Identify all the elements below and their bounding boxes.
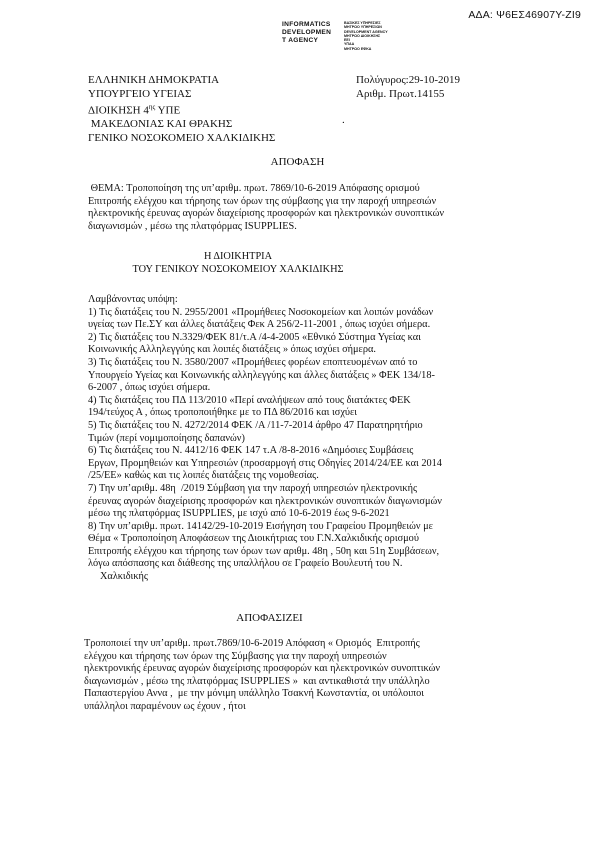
- consideration-line: έρευνας αγορών διαχείρισης προσφορών και ηλεκτρονικών συνοπτικών διαγωνισμών: [88, 495, 442, 507]
- consideration-line: 7) Την υπ’αριθμ. 48η /2019 Σύμβαση για την παροχή υπηρεσιών ηλεκτρονικής: [88, 482, 418, 494]
- decision-line: διαγωνισμών , μέσω της πλατφόρμας ISUPPLIES » και αντικαθιστά την υπάλληλο: [84, 675, 430, 687]
- subject-line: ηλεκτρονικής έρευνας αγορών διαχείρισης προσφορών και ηλεκτρονικών συνοπτικών: [88, 208, 445, 220]
- header-right-block: [356, 74, 460, 101]
- consideration-line: 194/τεύχος Α , όπως τροποποιήθηκε με το ΠΔ 86/2016 και ισχύει: [88, 407, 358, 419]
- header-administration: ΔΙΟΙΚΗΣΗ $4^{\eta\varsigma}$ ΥΠΕ: [88, 103, 181, 117]
- decision-line: ηλεκτρονικής έρευνας αγορών διαχείρισης προσφορών και ηλεκτρονικών συνοπτικών: [84, 663, 441, 675]
- consideration-line: Θέμα « Τροποποίηση Αποφάσεων της Διοικήτριας του Γ.Ν.Χαλκιδικής ορισμού: [88, 533, 419, 545]
- authority-line: ΤΟΥ ΓΕΝΙΚΟΥ ΝΟΣΟΚΟΜΕΙΟΥ ΧΑΛΚΙΔΙΚΗΣ: [132, 263, 344, 275]
- authority-heading: [88, 251, 388, 276]
- consideration-line: 1) Τις διατάξεις του Ν. 2955/2001 «Προμήθειες Νοσοκομείων και λοιπών μονάδων: [88, 306, 434, 318]
- consideration-line: Εργων, Προμηθειών και Υπηρεσιών (προσαρμογή στις Οδηγίες 2014/24/ΕΕ και 2014: [88, 457, 442, 469]
- authority-line: Η ΔΙΟΙΚΗΤΡΙΑ: [203, 251, 273, 262]
- logo-line: INFORMATICS: [282, 21, 331, 28]
- subject-line: ΘΕΜΑ: Τροποποίηση της υπ’αριθμ. πρωτ. 7869/10-6-2019 Απόφασης ορισμού: [88, 183, 420, 194]
- decision-line: Τροποποιεί την υπ’αριθμ. πρωτ.7869/10-6-2019 Απόφαση « Ορισμός Επιτροπής: [84, 638, 420, 649]
- consideration-line: /25/ΕΕ» καθώς και τις λοιπές διατάξεις της νομοθεσίας.: [88, 470, 319, 482]
- decision-paragraph: [84, 638, 504, 714]
- decides-heading: ΑΠΟΦΑΣΙΖΕΙ: [236, 612, 303, 624]
- document-date: Πολύγυρος:29-10-2019: [356, 74, 461, 86]
- decision-title: ΑΠΟΦΑΣΗ: [270, 156, 325, 168]
- consideration-line: 6) Τις διατάξεις του Ν. 4412/16 ΦΕΚ 147 τ.Α /8-8-2016 «Δημόσιες Συμβάσεις: [88, 445, 414, 457]
- decision-line: υπάλληλοι παραμένουν ως έχουν , ήτοι: [84, 700, 246, 712]
- stray-dot: .: [342, 114, 345, 126]
- considerations-list: [88, 294, 488, 584]
- consideration-line: μέσω της πλατφόρμας ISUPPLIES, με ισχύ από 10-6-2019 έως 9-6-2021: [88, 508, 390, 520]
- logo-small-text: ΒΑΣΙΚΕΣ ΥΠΗΡΕΣΙΕΣ ΜΗΤΡΩΟ ΥΠΗΡΕΣΙΩΝ DEVELOPMENT AGENCY ΜΗΤΡΩΟ ΔΙΟΙΚΗΣΗΣ ΕΕΙ ΥΠΑΑ ΜΗΤΡΩΟ ΕΦΚΑ: [344, 21, 388, 51]
- consideration-line: 5) Τις διατάξεις του Ν. 4272/2014 ΦΕΚ /Α /11-7-2014 άρθρο 47 Παρατηρητήριο: [88, 419, 423, 431]
- subject-paragraph: [88, 183, 488, 233]
- decision-line: ελέγχου και τήρησης των όρων της Σύμβασης για την παροχή υπηρεσιών: [84, 650, 387, 662]
- header-left-block: [88, 74, 275, 146]
- subject-line: Επιτροπής ελέγχου και τήρησης των όρων της σύμβασης για την παροχή υπηρεσιών: [88, 195, 437, 207]
- header-region: ΜΑΚΕΔΟΝΙΑΣ ΚΑΙ ΘΡΑΚΗΣ: [88, 118, 233, 131]
- consideration-line: 6-2007 , όπως ισχύει σήμερα.: [88, 382, 211, 394]
- consideration-line: 3) Τις διατάξεις του Ν. 3580/2007 «Προμήθειες φορέων εποπτευομένων από το: [88, 356, 418, 368]
- header-republic: ΕΛΛΗΝΙΚΗ ΔΗΜΟΚΡΑΤΙΑ: [88, 74, 220, 86]
- consideration-line: υγείας των Πε.ΣΥ και άλλες διατάξεις Φεκ Α 256/2-11-2001 , όπως ισχύει σήμερα.: [88, 319, 431, 331]
- protocol-number: Αριθμ. Πρωτ.14155: [356, 87, 445, 100]
- consideration-line: 4) Τις διατάξεις του ΠΔ 113/2010 «Περί αναλήψεων από τους διατάκτες ΦΕΚ: [88, 394, 411, 406]
- considerations-intro: Λαμβάνοντας υπόψη:: [88, 294, 178, 305]
- header-hospital: ΓΕΝΙΚΟ ΝΟΣΟΚΟΜΕΙΟ ΧΑΛΚΙΔΙΚΗΣ: [88, 132, 276, 145]
- consideration-line: Τιμών (περί νομιμοποίησης δαπανών): [88, 432, 245, 444]
- consideration-line: Υπουργείο Υγείας και Κοινωνικής αλληλεγγύης και άλλες διατάξεις » ΦΕΚ 134/18-: [88, 369, 435, 381]
- consideration-line: Επιτροπής ελέγχου και τήρησης των όρων των αριθμ. 48η , 50η και 51η Συμβάσεων,: [88, 545, 440, 557]
- consideration-line: Κοινωνικής Αλληλεγγύης και λοιπές διατάξεις » όπως ισχύει σήμερα.: [88, 344, 376, 356]
- ada-code: ΑΔΑ: Ψ6ΕΣ46907Υ-ΖΙ9: [468, 9, 581, 21]
- informatics-development-agency-logo: [282, 21, 388, 51]
- header-ministry: ΥΠΟΥΡΓΕΙΟ ΥΓΕΙΑΣ: [88, 87, 192, 100]
- logo-line: DEVELOPMEN: [282, 29, 332, 36]
- subject-line: διαγωνισμών , μέσω της πλατφόρμας ISUPPLIES.: [88, 220, 297, 232]
- consideration-line: 8) Την υπ’αριθμ. πρωτ. 14142/29-10-2019 Εισήγηση του Γραφείου Προμηθειών με: [88, 520, 433, 532]
- consideration-line: λόγω απόσπασης και διάθεσης της υπαλλήλου σε Γραφείο Βουλευτή του Ν.: [88, 558, 403, 570]
- consideration-line: Χαλκιδικής: [100, 571, 148, 583]
- consideration-line: 2) Τις διατάξεις του Ν.3329/ΦΕΚ 81/τ.Α /4-4-2005 «Εθνικό Σύστημα Υγείας και: [88, 331, 421, 343]
- logo-line: T AGENCY: [282, 37, 319, 44]
- decision-line: Παπαστεργίου Αννα , με την μόνιμη υπάλληλο Τσακνή Κωνσταντία, οι υπόλοιποι: [84, 688, 425, 700]
